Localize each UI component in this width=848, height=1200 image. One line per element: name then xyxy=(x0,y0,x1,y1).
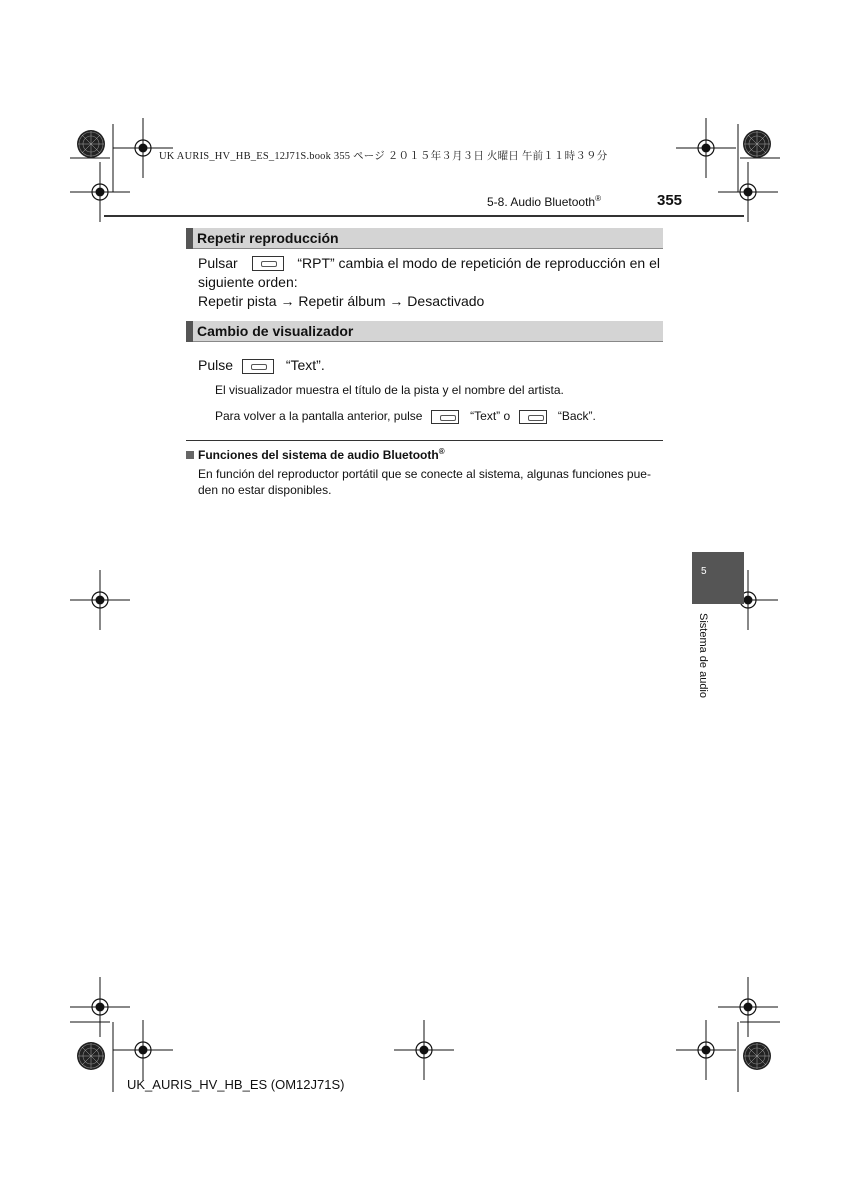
note-2-pre: Para volver a la pantalla anterior, pulse xyxy=(215,409,423,423)
section-label-text: 5-8. Audio Bluetooth xyxy=(487,195,596,209)
heading-text: Repetir reproducción xyxy=(197,230,339,246)
heading-bar xyxy=(186,321,193,342)
doc-code: UK_AURIS_HV_HB_ES (OM12J71S) xyxy=(127,1077,345,1092)
note-rule xyxy=(186,440,663,441)
heading-bar xyxy=(186,228,193,249)
square-bullet-icon xyxy=(186,451,194,459)
functions-body-1: En función del reproductor portátil que se conecte al sistema, algunas funciones pue- xyxy=(198,467,651,481)
page-number: 355 xyxy=(657,192,683,209)
functions-title xyxy=(186,447,445,462)
chapter-label: Sistema de audio xyxy=(697,613,709,698)
repeat-line-2: siguiente orden: xyxy=(198,274,298,290)
section-label-mark: ® xyxy=(595,194,601,203)
repeat-line-3: Repetir pista → Repetir álbum → Desactivado xyxy=(198,293,485,309)
repeat-paragraph xyxy=(198,254,660,311)
button-key-icon xyxy=(431,410,459,424)
book-info: UK AURIS_HV_HB_ES_12J71S.book 355 ページ ２０１５年３月３日 火曜日 午前１１時３９分 xyxy=(159,151,608,162)
section-heading-repeat xyxy=(186,228,663,249)
functions-title-mark: ® xyxy=(438,447,445,456)
chapter-tab xyxy=(692,552,744,604)
button-key-icon xyxy=(252,256,284,271)
functions-title-text: Funciones del sistema de audio Bluetooth xyxy=(198,448,439,462)
repeat-line-1 xyxy=(198,254,660,273)
display-note-1: El visualizador muestra el título de la pista y el nombre del artista. xyxy=(215,383,564,397)
functions-body-2: den no estar disponibles. xyxy=(198,483,332,497)
chapter-number: 5 xyxy=(701,566,707,577)
header-rule xyxy=(104,215,744,217)
note-2-post: “Back”. xyxy=(557,409,596,423)
repeat-pulsar: Pulsar xyxy=(198,255,238,271)
display-text-key: “Text”. xyxy=(285,357,325,373)
repeat-rpt-text: “RPT” cambia el modo de repetición de reproducción en el xyxy=(297,255,660,271)
heading-text: Cambio de visualizador xyxy=(197,323,354,339)
display-line xyxy=(198,356,325,375)
display-note-2 xyxy=(215,408,596,424)
button-key-icon xyxy=(242,359,274,374)
section-heading-display xyxy=(186,321,663,342)
display-pulse: Pulse xyxy=(198,357,234,373)
button-key-icon xyxy=(519,410,547,424)
note-2-mid: “Text” o xyxy=(470,409,511,423)
section-label xyxy=(487,194,601,209)
